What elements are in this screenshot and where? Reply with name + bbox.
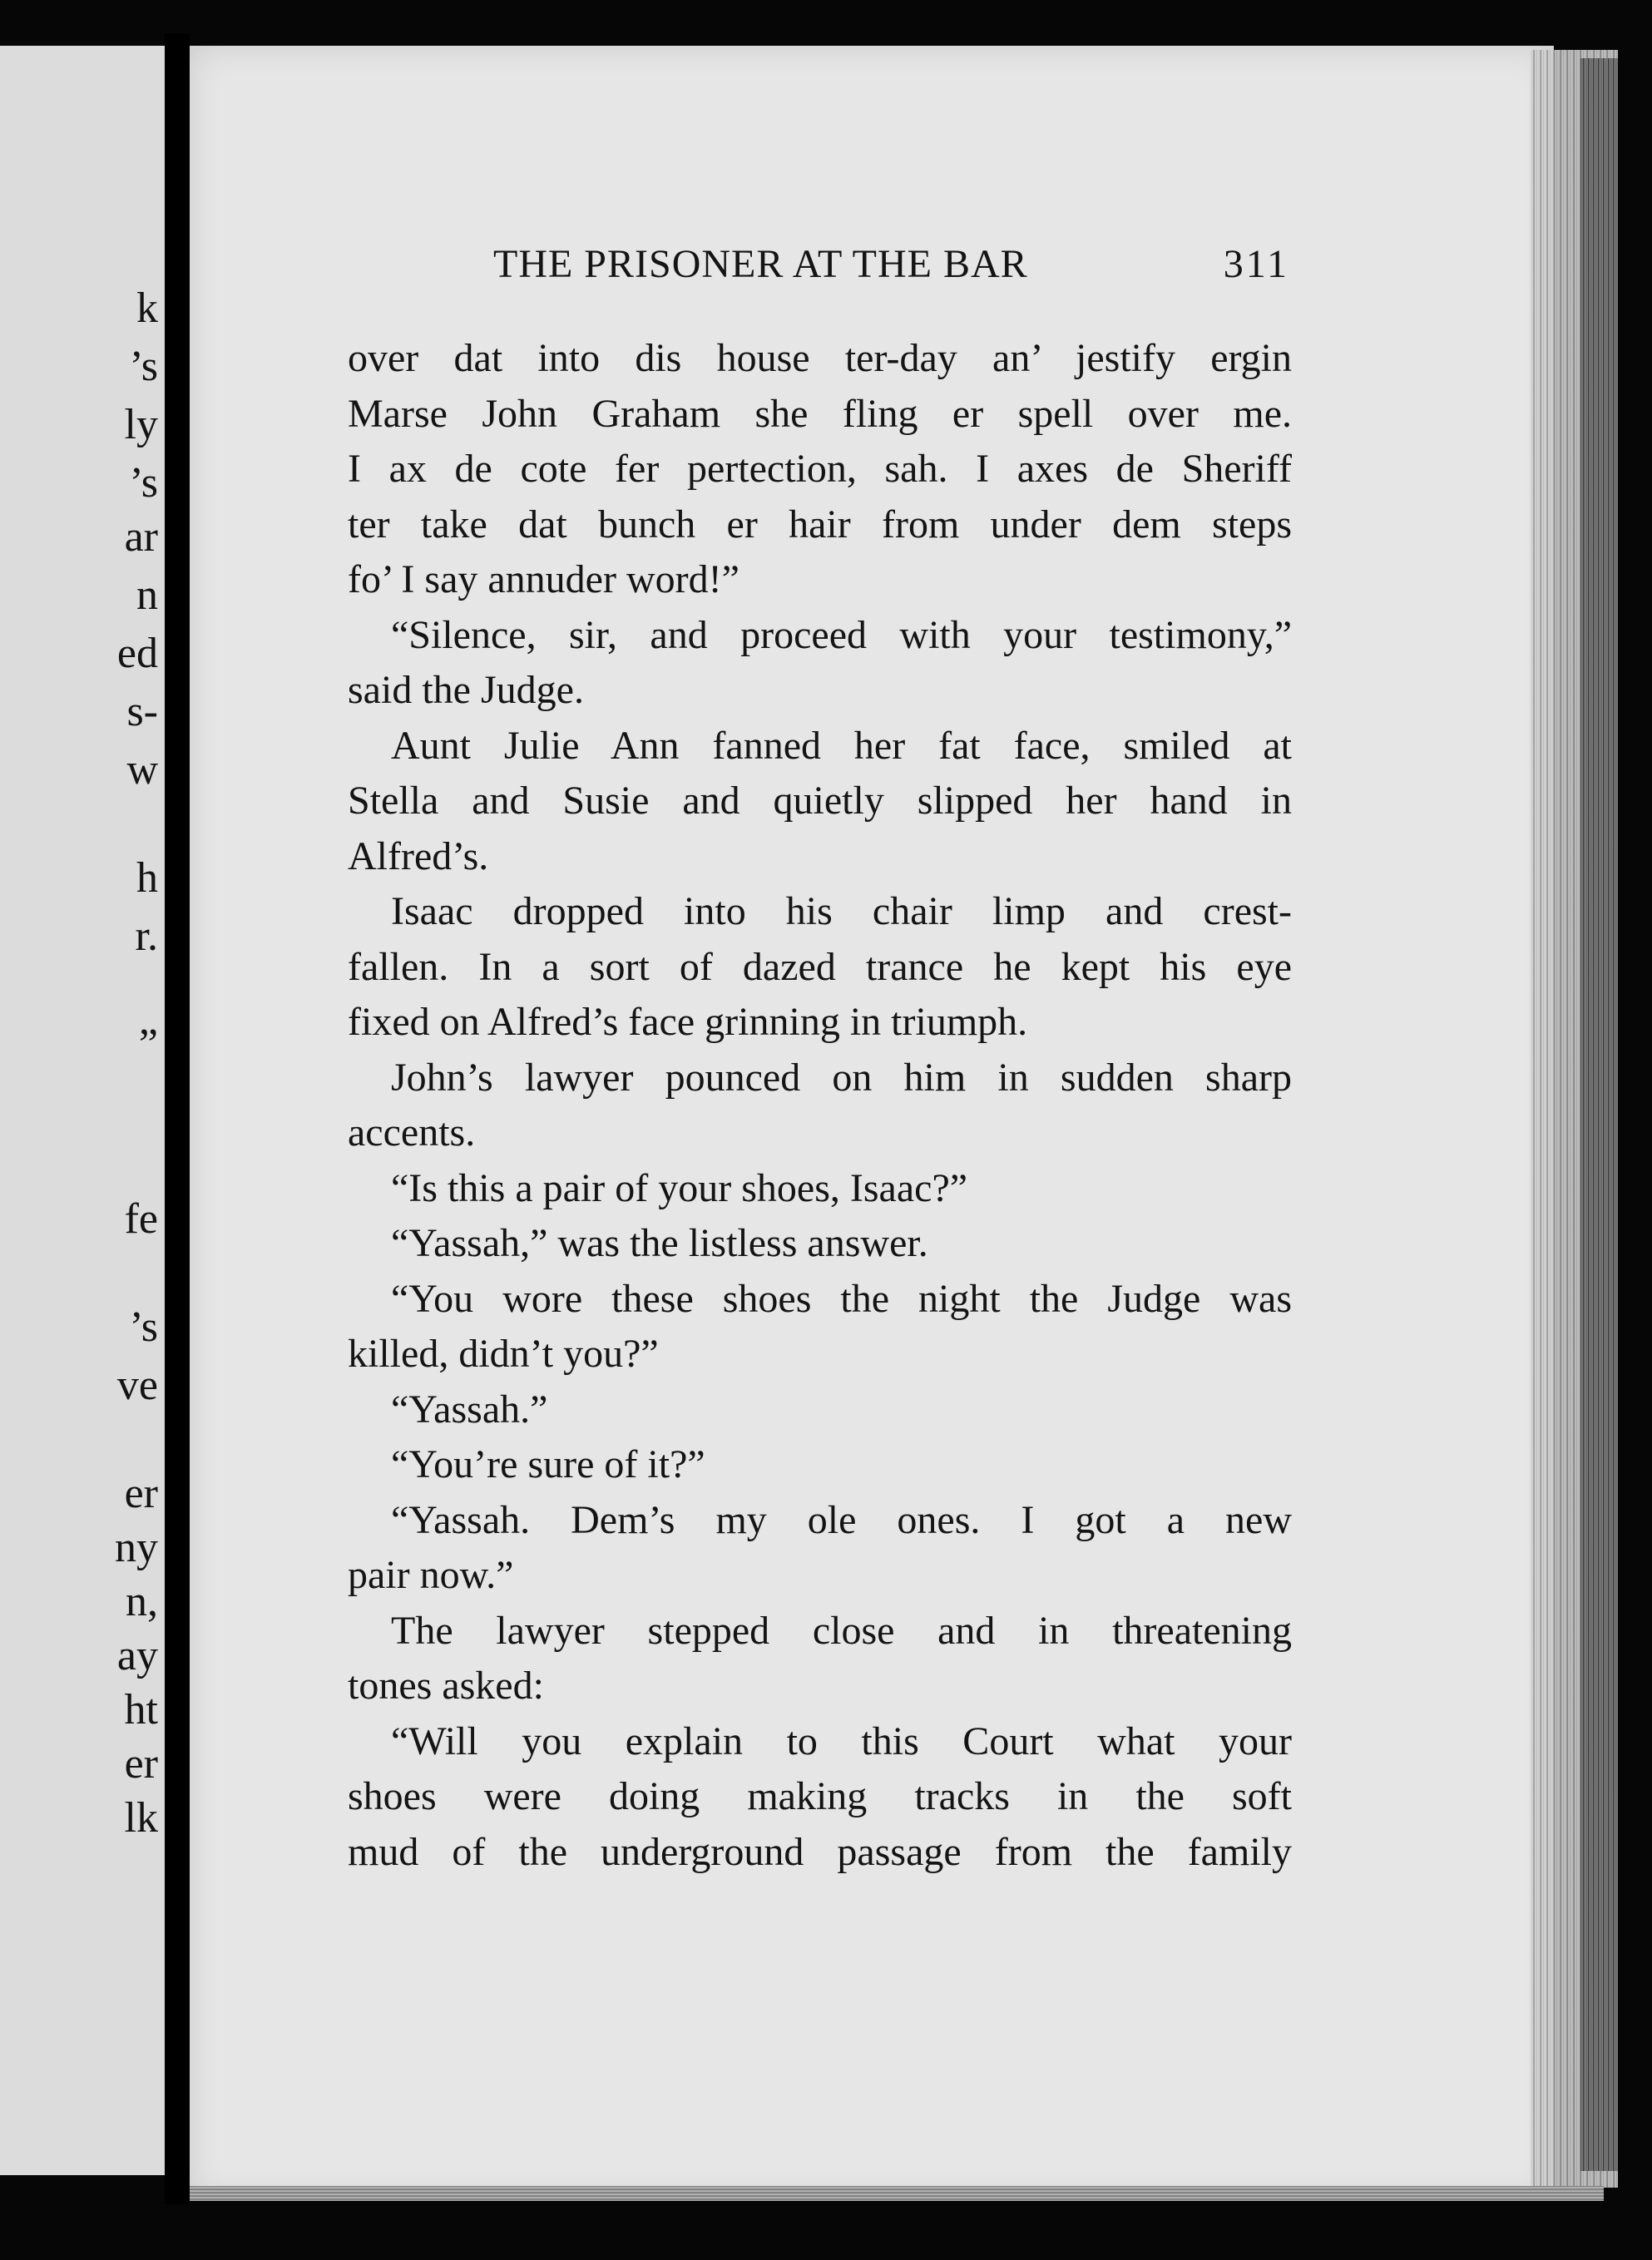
left-page-fragment: lk [124,1794,158,1842]
running-head [348,241,1289,299]
text-line: ter take dat bunch er hair from under dem steps [348,502,1292,546]
text-line: Marse John Graham she fling er spell over me. [348,391,1292,436]
text-line: pair now.” [348,1553,514,1597]
text-line: fallen. In a sort of dazed trance he kept his eye [348,944,1292,989]
left-page-fragment: fe [124,1195,158,1243]
text-line: The lawyer stepped close and in threatening [391,1608,1292,1653]
text-line: Aunt Julie Ann fanned her fat face, smiled at [391,723,1292,768]
left-page-fragment: n [136,571,158,619]
left-page-fragment: ’s [129,459,158,507]
left-page-fragment: k [136,284,158,332]
text-line: tones asked: [348,1664,544,1708]
text-line: shoes were doing making tracks in the soft [348,1774,1292,1818]
text-line: Stella and Susie and quietly slipped her hand in [348,779,1292,823]
left-page-fragment: ’s [129,343,158,390]
left-page-fragment: er [124,1470,158,1517]
text-line: said the Judge. [348,668,584,712]
text-line: “Yassah,” was the listless answer. [391,1221,928,1265]
running-head-title: THE PRISONER AT THE BAR [493,242,1028,286]
text-line: Isaac dropped into his chair limp and crest- [391,889,1292,933]
text-line: “You wore these shoes the night the Judge was [391,1276,1292,1321]
left-page-fragment: h [136,854,158,902]
left-page-fragment: w [126,746,158,794]
page-number: 311 [1223,242,1289,286]
left-page-fragment: ed [116,630,158,677]
text-line: “Silence, sir, and proceed with your testimony,” [391,612,1292,657]
text-line: mud of the underground passage from the family [348,1829,1292,1874]
left-page-fragment: n, [126,1578,158,1625]
left-page-fragment: ” [138,1021,158,1068]
left-page-fragment: ht [124,1686,158,1733]
left-page-fragment: r. [135,912,158,960]
text-line: “Will you explain to this Court what your [391,1718,1292,1763]
left-page-fragment: er [124,1740,158,1788]
page-bottom-edge [190,2186,1604,2201]
text-line: John’s lawyer pounced on him in sudden sharp [391,1055,1292,1100]
text-line: fixed on Alfred’s face grinning in triumph. [348,1000,1028,1044]
text-line: “Is this a pair of your shoes, Isaac?” [391,1165,968,1210]
text-line: over dat into dis house ter-day an’ jestify ergin [348,336,1292,380]
left-facing-page [0,46,165,2175]
text-line: Alfred’s. [348,833,489,878]
body-text [348,331,1292,1880]
left-page-fragment: ly [124,401,158,448]
book-gutter [165,33,190,2204]
text-line: “Yassah.” [391,1387,548,1432]
text-line: accents. [348,1110,476,1155]
text-line: killed, didn’t you?” [348,1332,659,1376]
text-line: fo’ I say annuder word!” [348,557,739,601]
left-page-fragment: s- [126,688,158,735]
left-page-fragment: ny [115,1524,158,1571]
page-edge-shadow [1580,58,1618,2171]
text-line: “Yassah. Dem’s my ole ones. I got a new [391,1497,1292,1542]
left-page-fragment: ay [116,1632,158,1679]
left-page-fragment: ar [124,513,158,561]
left-page-fragment: ve [116,1362,158,1409]
left-page-fragment: ’s [129,1303,158,1351]
text-line: I ax de cote fer pertection, sah. I axes de Sheriff [348,447,1292,491]
text-line: “You’re sure of it?” [391,1442,705,1486]
